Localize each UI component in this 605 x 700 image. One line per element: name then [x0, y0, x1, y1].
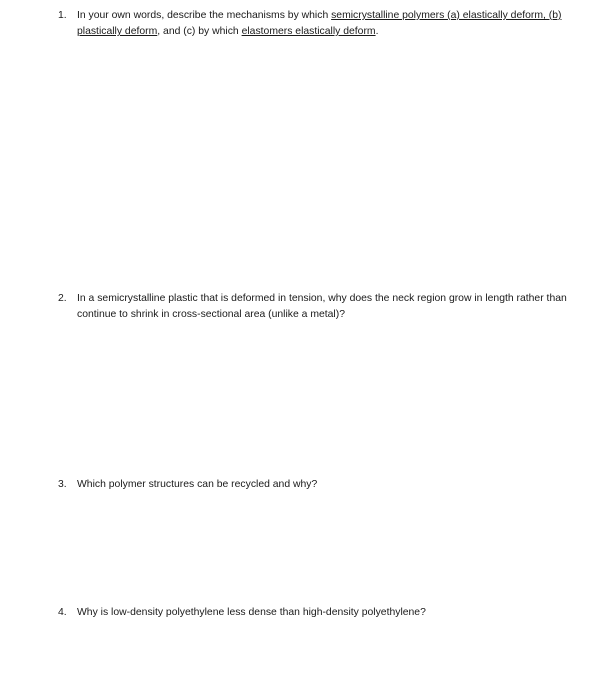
question-number: 1. [58, 10, 67, 21]
question-text-part: , and (c) by which [157, 26, 242, 37]
question-number: 4. [58, 607, 67, 618]
question-text: Which polymer structures can be recycled and why? [77, 479, 318, 490]
question-4 [58, 605, 593, 621]
question-text: In a semicrystalline plastic that is deformed in tension, why does the neck region grow in length rather than continue to shrink in cross-sectional area (unlike a metal)? [77, 293, 567, 320]
question-text-part: In your own words, describe the mechanisms by which [77, 10, 332, 21]
question-text: Why is low-density polyethylene less dense than high-density polyethylene? [77, 607, 426, 618]
question-1 [58, 8, 593, 40]
underlined-phrase: elastomers elastically deform [241, 26, 376, 37]
question-number: 3. [58, 479, 67, 490]
question-3 [58, 477, 593, 493]
question-2 [58, 291, 593, 323]
question-text [77, 8, 593, 40]
underlined-phrase: semicrystalline polymers (a) elastically deform, (b) plastically deform [77, 10, 562, 37]
question-text-part: . [375, 26, 379, 37]
question-number: 2. [58, 293, 67, 304]
